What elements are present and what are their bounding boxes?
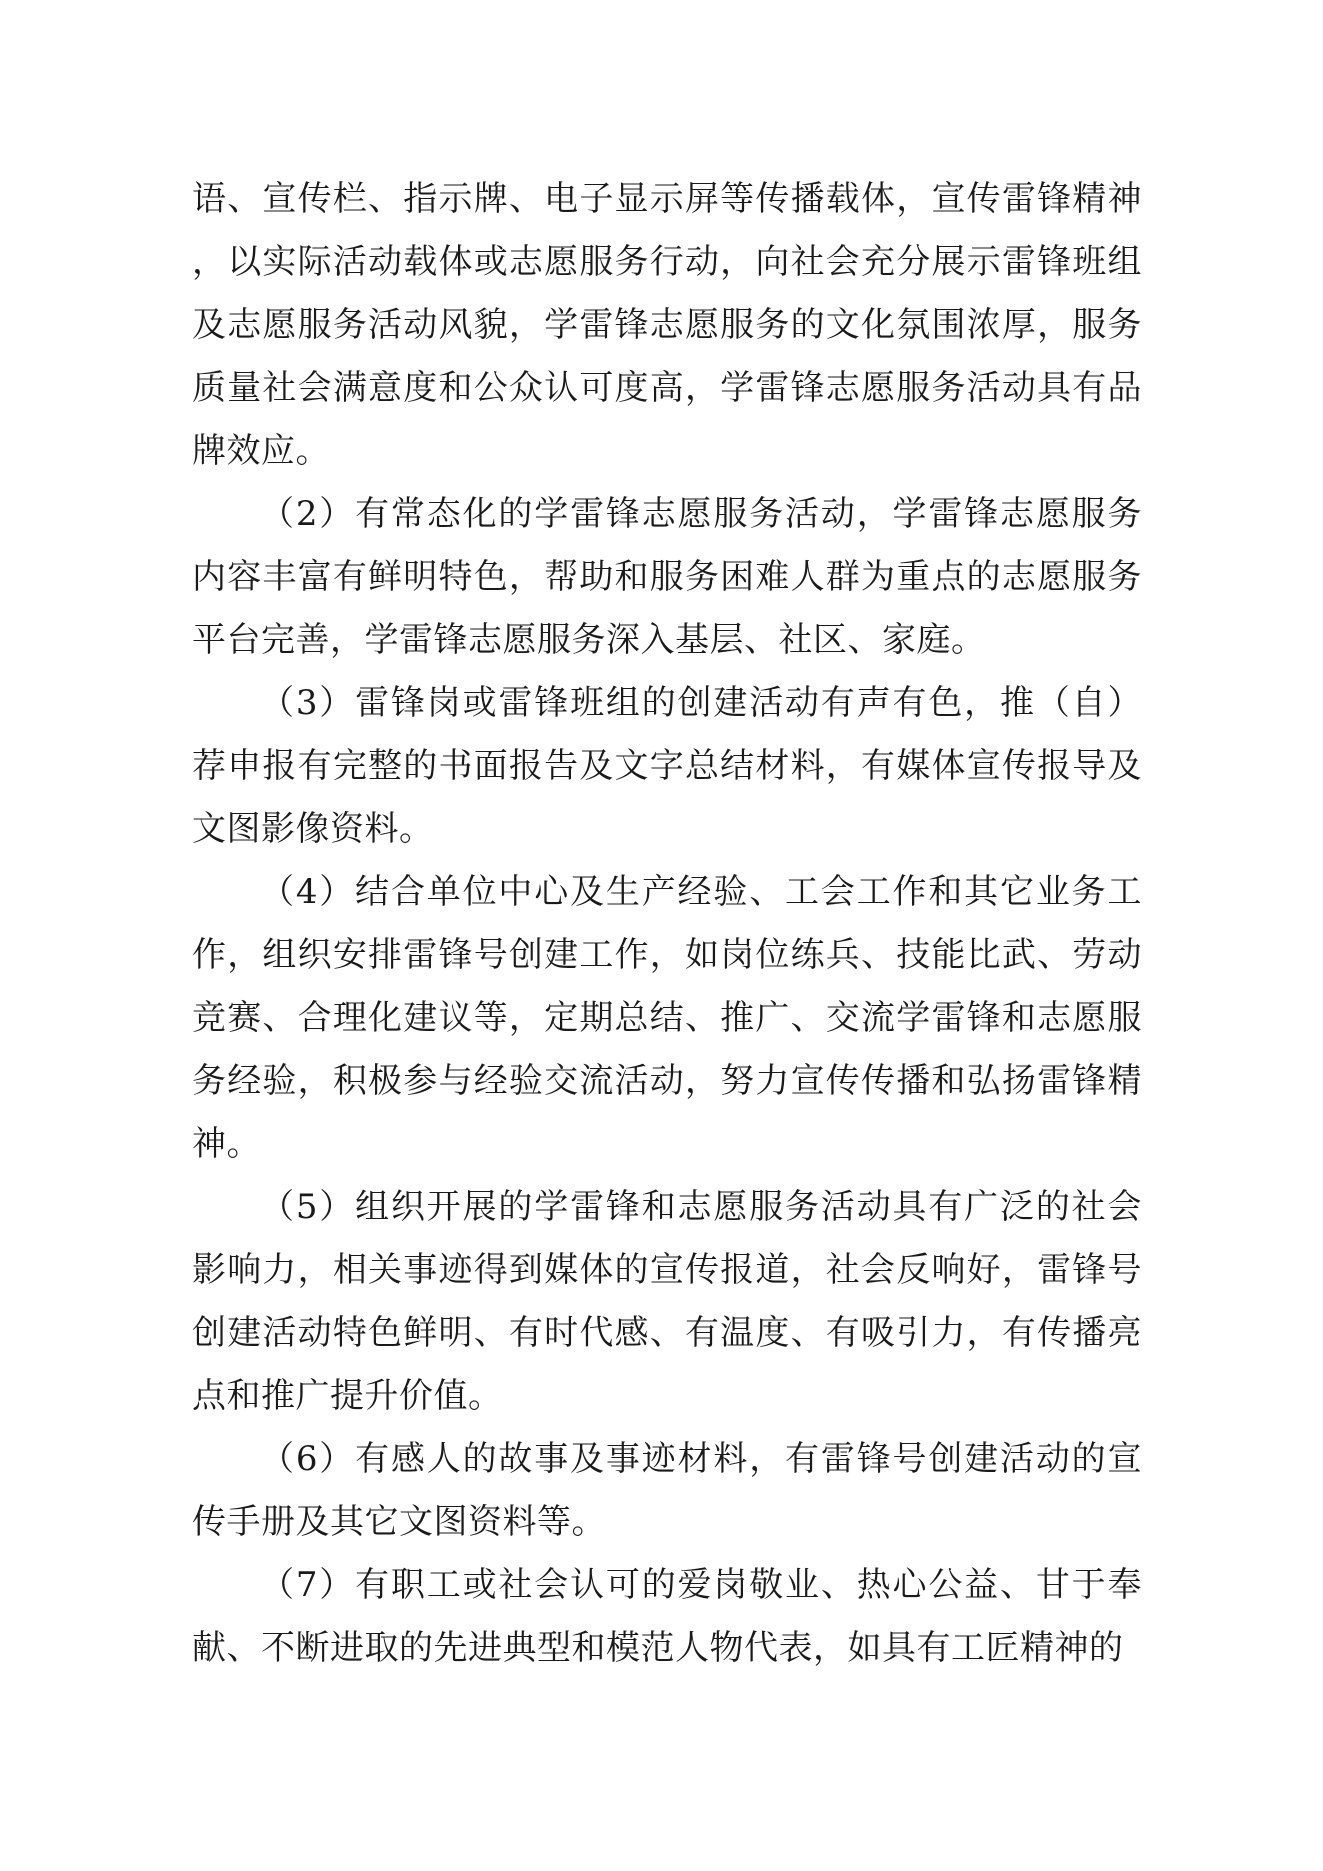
paragraph-item-6: （6）有感人的故事及事迹材料，有雷锋号创建活动的宣传手册及其它文图资料等。 [192, 1439, 1142, 1542]
paragraph-continuation: 语、宣传栏、指示牌、电子显示屏等传播载体，宣传雷锋精神，以实际活动载体或志愿服务行动，向社会充分展示雷锋班组及志愿服务活动风貌，学雷锋志愿服务的文化氛围浓厚，服务质量社会满意度和公众认可度高，学雷锋志愿服务活动具有品牌效应。 [192, 179, 1142, 471]
paragraph-item-7: （7）有职工或社会认可的爱岗敬业、热心公益、甘于奉献、不断进取的先进典型和模范人物代表，如具有工匠精神的 [192, 1565, 1142, 1668]
paragraph-item-5: （5）组织开展的学雷锋和志愿服务活动具有广泛的社会影响力，相关事迹得到媒体的宣传报道，社会反响好，雷锋号创建活动特色鲜明、有时代感、有温度、有吸引力，有传播亮点和推广提升价值。 [192, 1187, 1142, 1416]
paragraph-item-3: （3）雷锋岗或雷锋班组的创建活动有声有色，推（自）荐申报有完整的书面报告及文字总结材料，有媒体宣传报导及文图影像资料。 [192, 683, 1142, 849]
paragraph-item-4: （4）结合单位中心及生产经验、工会工作和其它业务工作，组织安排雷锋号创建工作，如岗位练兵、技能比武、劳动竞赛、合理化建议等，定期总结、推广、交流学雷锋和志愿服务经验，积极参与经验交流活动，努力宣传传播和弘扬雷锋精神。 [192, 872, 1142, 1164]
document-body [192, 168, 1142, 1680]
paragraph-item-2: （2）有常态化的学雷锋志愿服务活动，学雷锋志愿服务内容丰富有鲜明特色，帮助和服务困难人群为重点的志愿服务平台完善，学雷锋志愿服务深入基层、社区、家庭。 [192, 494, 1142, 660]
